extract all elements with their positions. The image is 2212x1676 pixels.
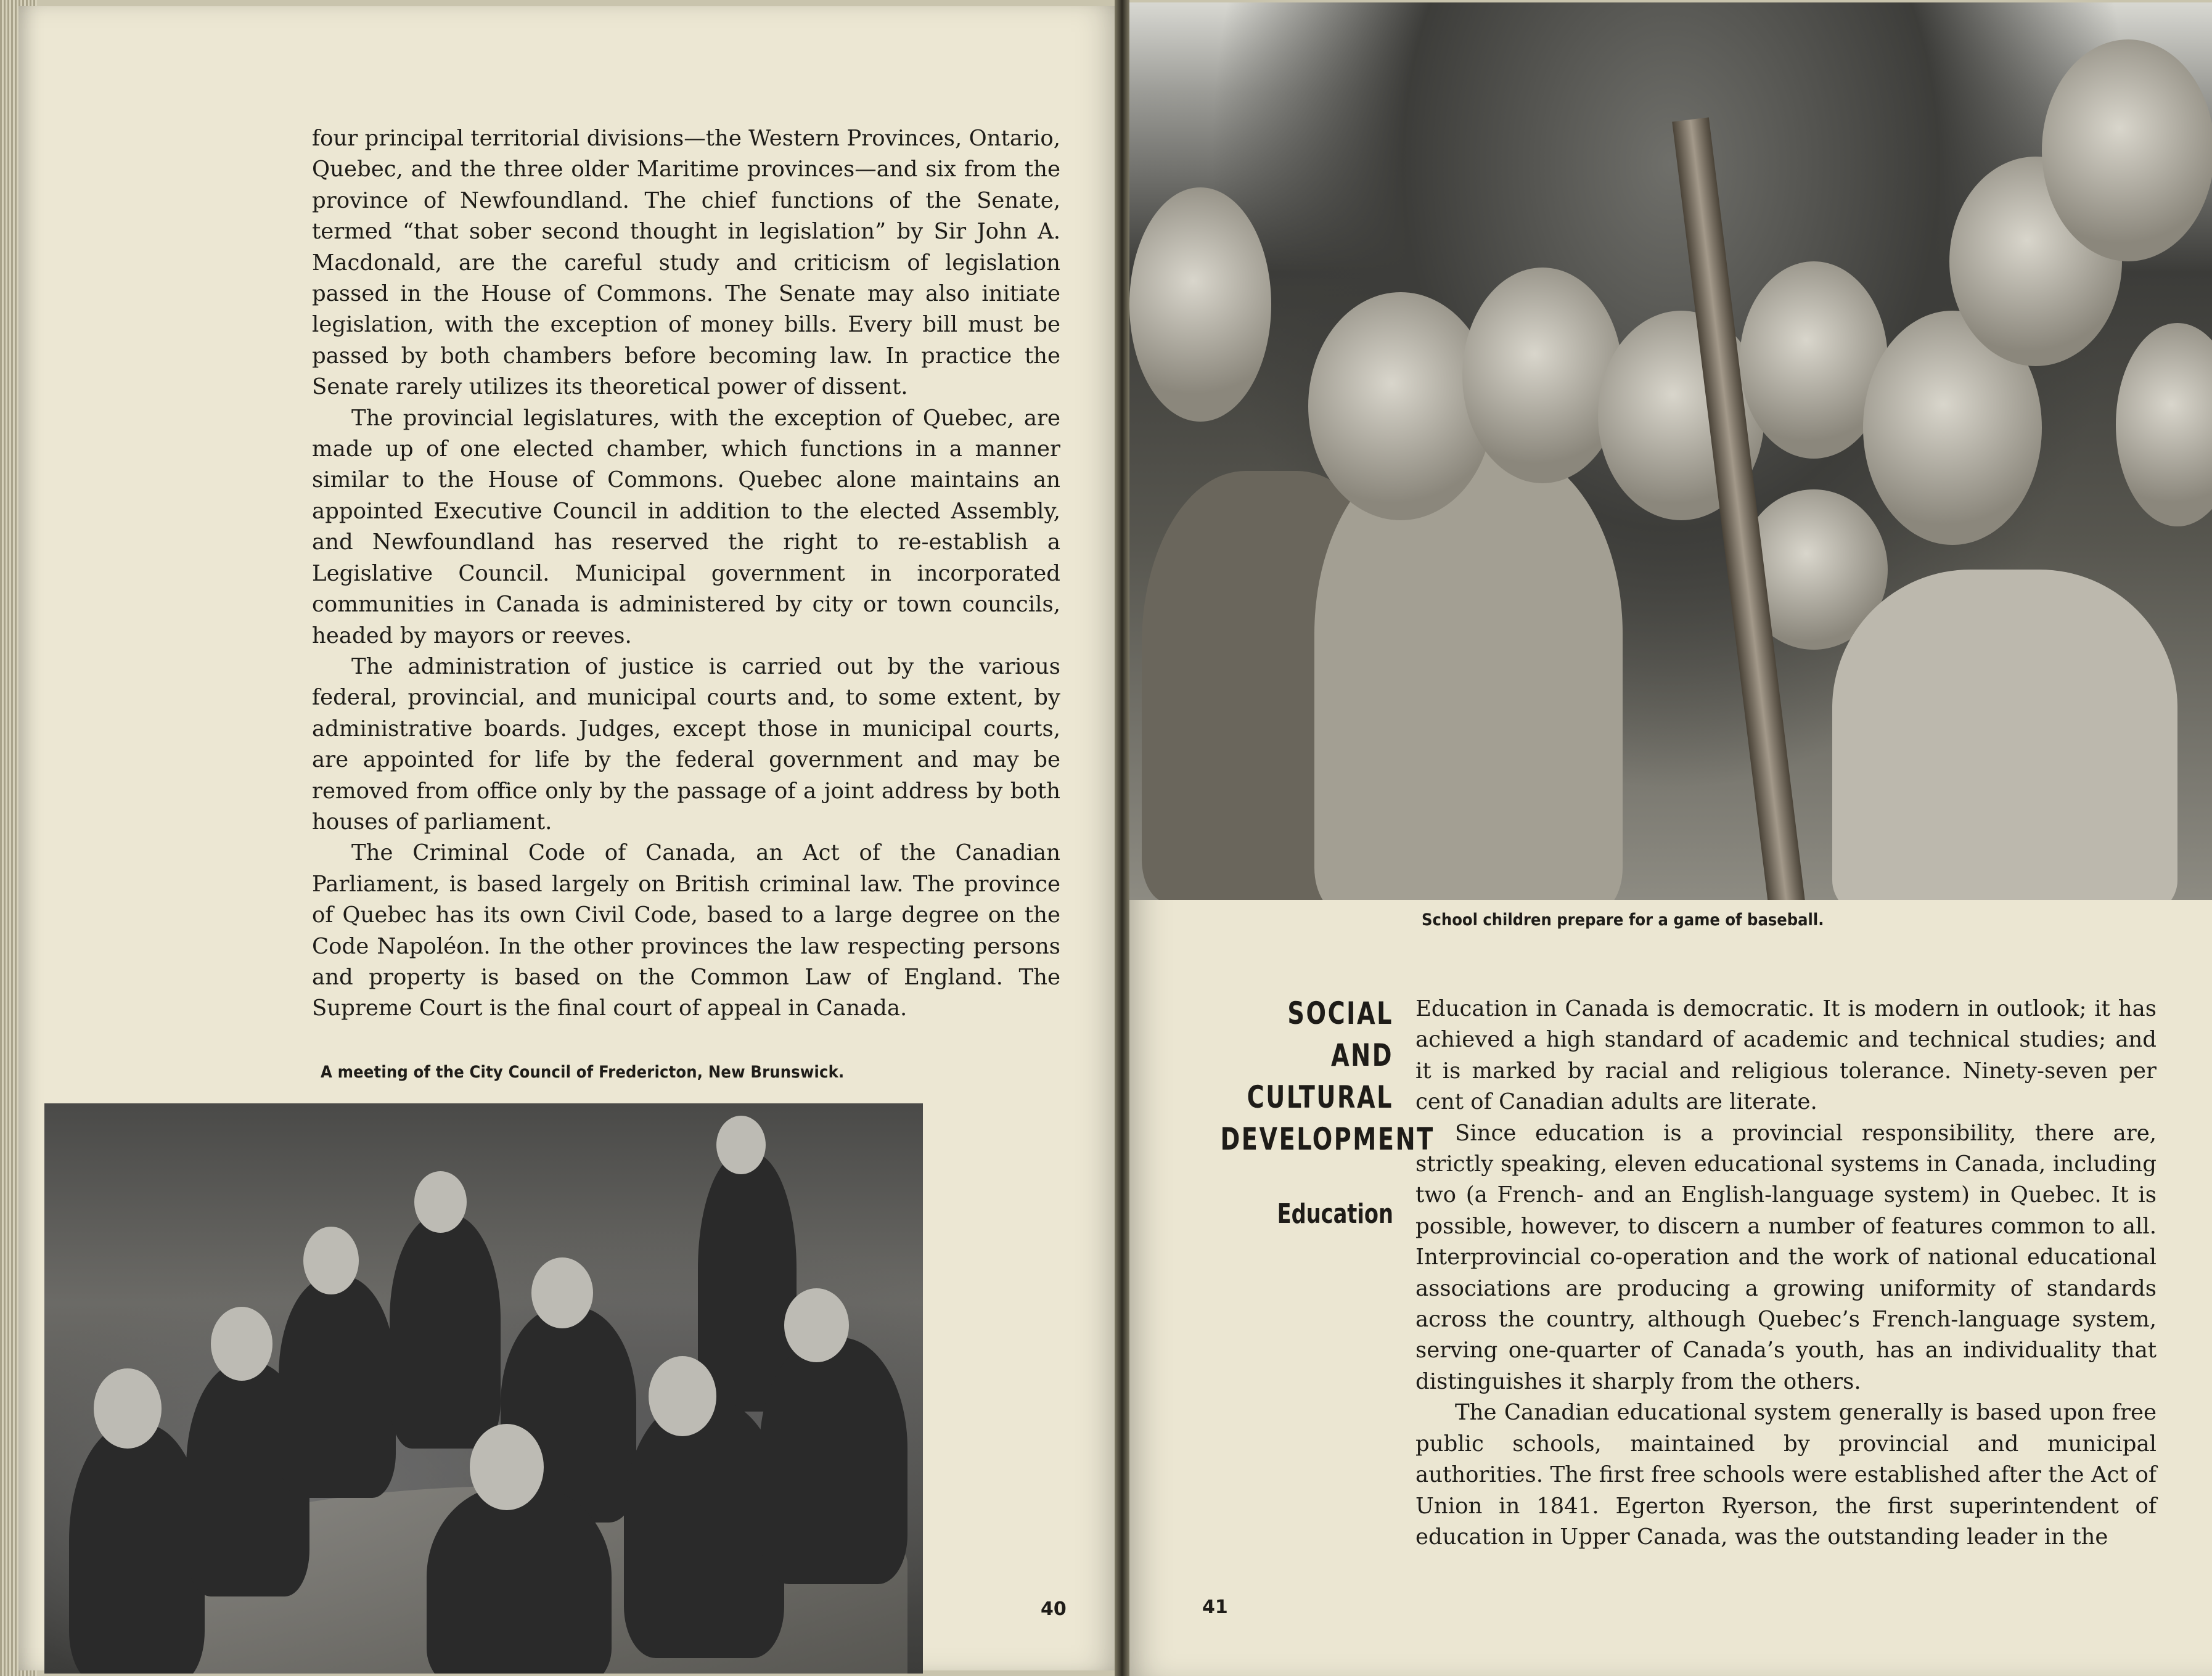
subheading-education: Education: [1277, 1198, 1393, 1230]
paragraph: Since education is a provincial responsibility, there are, strictly speaking, eleven educational systems in Canada, including two (a French- and an English-language system) in Quebec. It is possible, however, to discern a number of features common to all. Interprovincial co-operation and the work of national educational associations are producing a growing uniformity of standards across the country, although Quebec’s French-language system, serving one-quarter of Canada’s youth, has an individuality that distinguishes it sharply from the others.: [1415, 1120, 2157, 1394]
book-gutter: [1115, 0, 1129, 1676]
council-meeting-photo: [44, 1103, 923, 1674]
paragraph: The Criminal Code of Canada, an Act of the Canadian Parliament, is based largely on British criminal law. The province of Quebec has its own Civil Code, based to a large degree on the Code Napoléon. In the other provinces the law respecting persons and property is based on the Common Law of England. The Supreme Court is the final court of appeal in Canada.: [312, 840, 1060, 1021]
paragraph: The Canadian educational system generally is based upon free public schools, maintained by provincial and municipal authorities. The first free schools were established after the Act of Union in 1841. Egerton Ryerson, the first superintendent of education in Upper Canada, was the outstanding leader in the: [1415, 1400, 2157, 1550]
section-heading: [1190, 992, 1435, 1230]
left-page-text: [312, 123, 1060, 1024]
right-page-text: [1415, 994, 2157, 1553]
heading-line: SOCIAL AND: [1287, 995, 1393, 1073]
photo-caption-baseball: School children prepare for a game of baseball.: [1422, 910, 1824, 930]
page-number-left: 40: [1041, 1598, 1067, 1620]
paragraph: The provincial legislatures, with the exception of Quebec, are made up of one elected chamber, which functions in a manner similar to the House of Commons. Quebec alone maintains an appointed Executive Council in addition to the elected Assembly, and Newfoundland has reserved the right to re-establish a Legislative Council. Municipal government in incorporated communities in Canada is administered by city or town councils, headed by mayors or reeves.: [312, 405, 1060, 648]
paragraph: The administration of justice is carried out by the various federal, provincial, and municipal courts and, to some extent, by administrative boards. Judges, except those in municipal courts, are appointed for life by the federal government and may be removed from office only by the passage of a joint address by both houses of parliament.: [312, 653, 1060, 835]
heading-line: DEVELOPMENT: [1220, 1121, 1435, 1157]
heading-line: CULTURAL: [1247, 1079, 1393, 1115]
paragraph: four principal territorial divisions—the Western Provinces, Ontario, Quebec, and the three older Maritime provinces—and six from the province of Newfoundland. The chief functions of the Senate, termed “that sober second thought in legislation” by Sir John A. Macdonald, are the careful study and criticism of legislation passed in the House of Commons. The Senate may also initiate legislation, with the exception of money bills. Every bill must be passed by both chambers before becoming law. In practice the Senate rarely utilizes its theoretical power of dissent.: [312, 126, 1060, 400]
photo-caption-council: A meeting of the City Council of Fredericton, New Brunswick.: [321, 1063, 845, 1082]
page-number-right: 41: [1202, 1596, 1228, 1618]
paragraph: Education in Canada is democratic. It is modern in outlook; it has achieved a high standard of academic and technical studies; and it is marked by racial and religious tolerance. Ninety-seven per cent of Canadian adults are literate.: [1415, 996, 2157, 1115]
school-children-baseball-photo: [1129, 2, 2212, 900]
